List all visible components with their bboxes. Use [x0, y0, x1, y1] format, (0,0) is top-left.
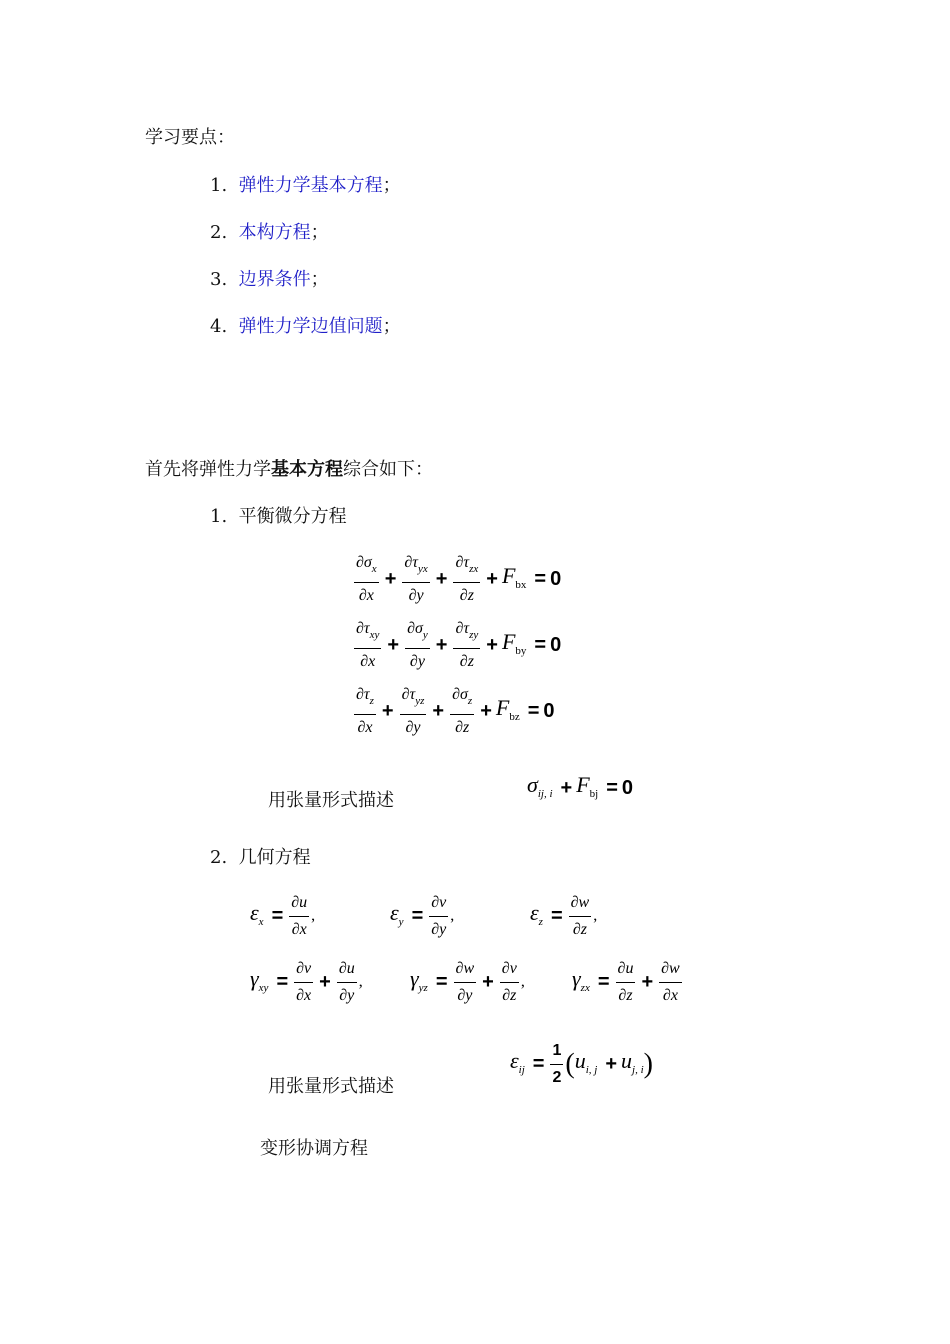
shear-strain-equation-zx: $\gamma_{zx}$ = $\frac{\partial u}{\partial z}$ + $\frac{\partial w}{\partial x}$ [572, 956, 684, 1009]
compatibility-label: 变形协调方程 [260, 1138, 368, 1159]
study-point-number: 3. [210, 269, 228, 290]
study-point-item-3 [210, 269, 329, 291]
study-point-number: 2. [210, 222, 228, 243]
intro-text-after: 综合如下： [343, 459, 433, 480]
study-point-separator: ； [382, 175, 401, 196]
section-title-geometric: 2. 几何方程 [210, 847, 311, 868]
study-point-separator: ； [310, 269, 329, 290]
study-point-link-bvp[interactable]: 弹性力学边值问题 [238, 316, 383, 337]
equilibrium-equation-y: $\frac{\partial\tau_{xy}}{\partial x}$ + $\frac{\partial\sigma_y}{\partial y}$ + $\frac{\partial\tau_{zy}}{\partial z}$ + $F_{by} = 0$ [352, 616, 561, 675]
tensor-label-equilibrium: 用张量形式描述 [268, 790, 394, 811]
study-point-separator: ； [382, 316, 401, 337]
tensor-label-geometric: 用张量形式描述 [268, 1076, 394, 1097]
strain-equation-z: $\varepsilon_z$ = $\frac{\partial w}{\partial z}$ , [530, 890, 597, 943]
shear-strain-equation-yz: $\gamma_{yz}$ = $\frac{\partial w}{\partial y}$ + $\frac{\partial v}{\partial z}$ , [410, 956, 525, 1009]
shear-strain-equation-xy: $\gamma_{xy}$ = $\frac{\partial v}{\partial x}$ + $\frac{\partial u}{\partial y}$ , [250, 956, 363, 1009]
equilibrium-tensor-equation: $\sigma_{ij, i} + F_{bj} = 0$ [527, 772, 634, 800]
study-point-link-constitutive[interactable]: 本构方程 [238, 222, 311, 243]
study-point-number: 4. [210, 316, 228, 337]
intro-text-bold: 基本方程 [271, 459, 343, 480]
study-point-link-basic-equations[interactable]: 弹性力学基本方程 [238, 175, 383, 196]
study-point-item-4 [210, 316, 401, 338]
equilibrium-equation-x: $\frac{\partial\sigma_x}{\partial x}$ + $\frac{\partial\tau_{yx}}{\partial y}$ + $\frac{\partial\tau_{zx}}{\partial z}$ + $F_{bx} = 0$ [352, 550, 561, 609]
study-point-separator: ； [310, 222, 329, 243]
study-point-item-1 [210, 175, 401, 197]
equilibrium-equation-z: $\frac{\partial\tau_z}{\partial x}$ + $\frac{\partial\tau_{yz}}{\partial y}$ + $\frac{\partial\sigma_z}{\partial z}$ + $F_{bz} = 0$ [352, 682, 555, 741]
strain-tensor-equation: $\varepsilon_{ij}$ = $\frac{1}{2}$ $(u_{i, j} + u_{j, i})$ [510, 1038, 653, 1091]
section-title-equilibrium: 1. 平衡微分方程 [210, 506, 347, 527]
strain-equation-y: $\varepsilon_y$ = $\frac{\partial v}{\partial y}$ , [390, 890, 454, 943]
intro-text-before: 首先将弹性力学 [145, 459, 271, 480]
intro-paragraph [145, 459, 433, 481]
study-points-heading: 学习要点： [145, 127, 235, 148]
study-point-number: 1. [210, 175, 228, 196]
study-point-item-2 [210, 222, 329, 244]
study-point-link-boundary[interactable]: 边界条件 [238, 269, 311, 290]
strain-equation-x: $\varepsilon_x$ = $\frac{\partial u}{\partial x}$ , [250, 890, 315, 943]
